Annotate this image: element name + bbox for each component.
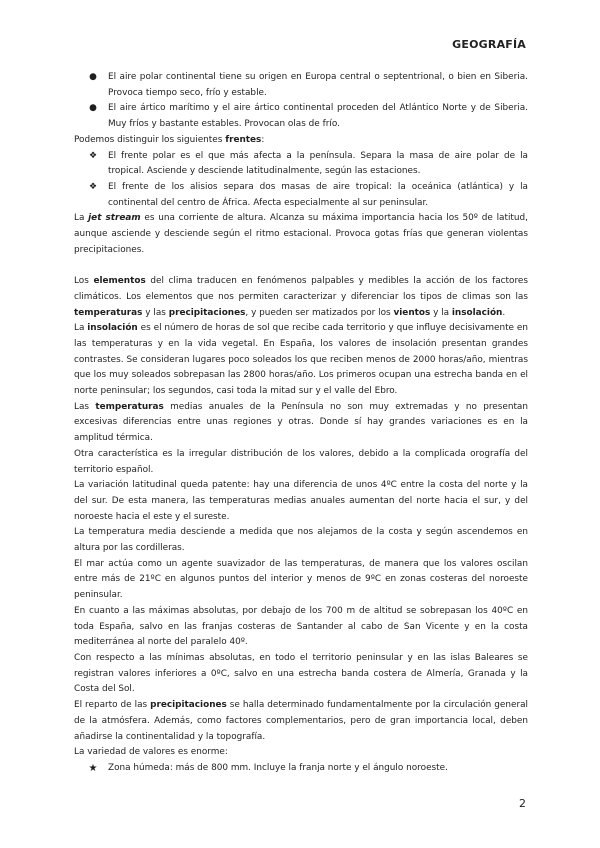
bold-term: frentes xyxy=(225,134,262,145)
bold-term: temperaturas xyxy=(95,401,164,412)
list-item-text: El aire ártico marítimo y el aire ártico continental proceden del Atlántico Norte y de Siberia. Muy fríos y bastante estables. Provocan olas de frío. xyxy=(108,103,528,130)
text: : xyxy=(261,134,265,145)
star-icon: ★ xyxy=(88,762,98,774)
page-number: 2 xyxy=(519,797,526,810)
fronts-intro xyxy=(74,133,528,149)
list-item xyxy=(74,101,528,132)
bold-term: insolación xyxy=(87,323,138,334)
bold-term: vientos xyxy=(393,307,431,318)
bullet-icon: ● xyxy=(89,103,97,114)
paragraph: Otra característica es la irregular distribución de los valores, debido a la complicada orografía del territorio español. xyxy=(74,448,528,475)
variety-paragraph: La variedad de valores es enorme: xyxy=(74,747,228,758)
list-item-text: El aire polar continental tiene su origen en Europa central o septentrional, o bien en Siberia. Provoca tiempo seco, frío y estable. xyxy=(108,72,528,98)
bold-term: insolación xyxy=(451,307,503,318)
insolation-paragraph xyxy=(74,321,528,400)
paragraph: La variación latitudinal queda patente: hay una diferencia de unos 4ºC entre la costa del norte y la del sur. De esta manera, las temperaturas medias anuales aumentan del norte hacia el sur, y del noroeste hacia el este y el sureste. xyxy=(74,480,528,522)
text: es una corriente de altura. Alcanza su máxima importancia hacia los 50º de latitud, aunque asciende y desciende según el ritmo estacional. Provoca gotas frías que generan violentas precipitaciones. xyxy=(74,213,528,255)
spacer xyxy=(74,258,528,274)
list-item-text: El frente de los alisios separa dos masas de aire tropical: la oceánica (atlántica) y la continental del centro de África. Afecta especialmente al sur peninsular. xyxy=(108,181,528,208)
paragraph: La temperatura media desciende a medida que nos alejamos de la costa y según ascendemos en altura por las cordilleras. xyxy=(74,527,528,554)
text: . xyxy=(502,307,506,318)
list-item xyxy=(74,180,528,211)
text: y la xyxy=(430,307,452,318)
text: es el número de horas de sol que recibe cada territorio y que influye decisivamente en las temperaturas y en la vida vegetal. En España, los valores de insolación presentan grandes contrastes. Se consideran lugares poco soleados los que reciben menos de 2000 horas/año, mientras que los muy soleados sobrepasan las 2800 horas/año. Los primeros ocupan una estrecha banda en el norte peninsular; los segundos, casi toda la mitad sur y el valle del Ebro. xyxy=(74,323,528,397)
bold-term: precipitaciones xyxy=(168,307,246,318)
list-item xyxy=(74,761,528,777)
bullet-icon: ● xyxy=(89,72,97,82)
list-item-text: El frente polar es el que más afecta a la península. Separa la masa de aire polar de la tropical. Asciende y desciende latitudinalmente, según las estaciones. xyxy=(108,150,528,177)
diamond-bullet-icon: ❖ xyxy=(88,150,98,161)
list-item xyxy=(74,70,528,101)
text: Podemos distinguir los siguientes xyxy=(74,134,226,145)
paragraph: El mar actúa como un agente suavizador de las temperaturas, de manera que los valores oscilan entre más de 21ºC en algunos puntos del interior y menos de 9ºC en zonas costeras del noroeste peninsular. xyxy=(74,558,528,601)
bold-term: temperaturas xyxy=(74,307,143,318)
text: Las xyxy=(74,401,96,412)
page-header-title: GEOGRAFÍA xyxy=(452,38,526,51)
jet-stream-paragraph xyxy=(74,211,528,258)
text: del clima traducen en fenómenos palpables y medibles la acción de los factores climáticos. Los elementos que nos permiten caracterizar y diferenciar los tipos de climas son las xyxy=(74,276,528,302)
text: La xyxy=(74,213,89,224)
text: medias anuales de la Península no son muy extremadas y no presentan excesivas diferencias entre unas regiones y otras. Donde sí hay grandes variaciones es en la amplitud térmica. xyxy=(74,401,528,444)
precipitation-paragraph xyxy=(74,698,528,745)
temperatures-paragraph xyxy=(74,400,528,447)
text: El reparto de las xyxy=(74,700,151,711)
paragraph: En cuanto a las máximas absolutas, por debajo de los 700 m de altitud se sobrepasan los 40ºC en toda España, salvo en las franjas costeras de Santander al cabo de San Vicente y en la costa mediterránea al norte del paralelo 40º. xyxy=(74,605,528,648)
text: La xyxy=(74,323,88,334)
paragraph: Con respecto a las mínimas absolutas, en todo el territorio peninsular y en las islas Baleares se registran valores inferiores a 0ºC, salvo en una estrecha banda costera de Almería, Granada y la Costa del Sol. xyxy=(74,653,528,695)
list-item xyxy=(74,149,528,180)
text: se halla determinado fundamentalmente por la circulación general de la atmósfera. Además, como factores complementarios, pero de gran importancia local, deben añadirse la continentalidad y la topografía. xyxy=(74,700,528,742)
text: Los xyxy=(74,276,94,287)
list-item-text: Zona húmeda: más de 800 mm. Incluye la franja norte y el ángulo noroeste. xyxy=(108,762,448,773)
bold-term: elementos xyxy=(93,276,146,287)
bold-italic-term: jet stream xyxy=(88,213,141,224)
text: , y pueden ser matizados por los xyxy=(245,307,394,318)
elements-paragraph xyxy=(74,274,528,321)
bold-term: precipitaciones xyxy=(150,700,227,711)
diamond-bullet-icon: ❖ xyxy=(88,181,98,192)
text: y las xyxy=(142,307,169,318)
page-content xyxy=(74,70,528,777)
